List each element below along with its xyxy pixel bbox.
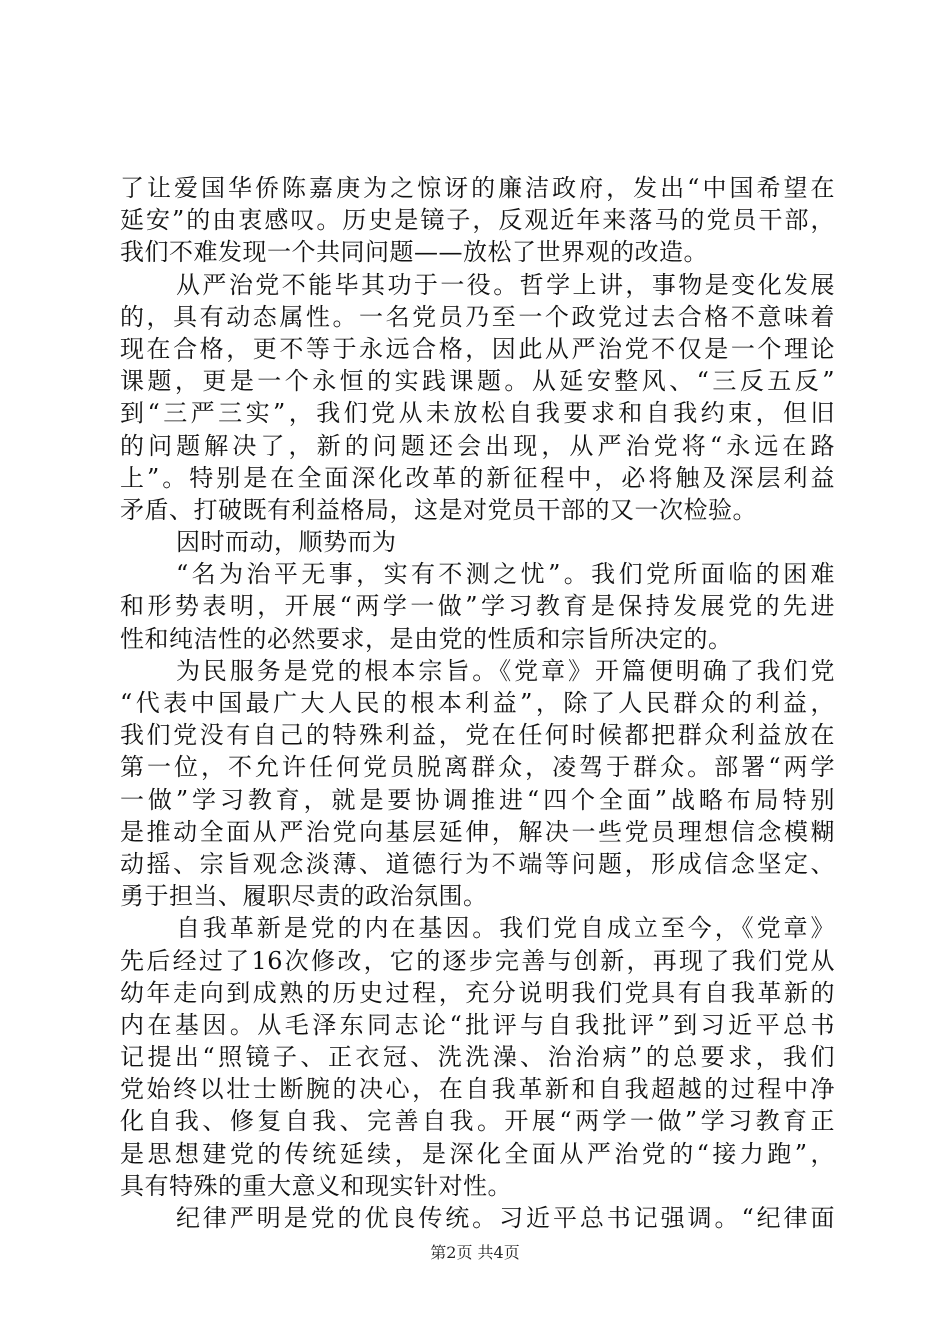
text-line: 我们党没有自己的特殊利益，党在任何时候都把群众利益放在 [120,721,835,750]
text-line: 先后经过了16次修改，它的逐步完善与创新，再现了我们党从 [120,946,835,975]
text-line: 的问题解决了，新的问题还会出现，从严治党将“永远在路 [120,431,835,460]
text-line: 是思想建党的传统延续，是深化全面从严治党的“接力跑”， [120,1139,835,1168]
text-line: 一做”学习教育，就是要协调推进“四个全面”战略布局特别 [120,785,835,814]
text-line: 是推动全面从严治党向基层延伸，解决一些党员理想信念模糊 [120,817,835,846]
body-text [120,172,835,1234]
text-line: 内在基因。从毛泽东同志论“批评与自我批评”到习近平总书 [120,1010,835,1039]
page-footer: 第2页 共4页 [430,1243,520,1262]
text-line: 自我革新是党的内在基因。我们党自成立至今，《党章》 [176,914,835,943]
text-line: 和形势表明，开展“两学一做”学习教育是保持发展党的先进 [120,592,835,621]
text-line: 因时而动，顺势而为 [176,528,397,557]
text-line: 幼年走向到成熟的历史过程，充分说明我们党具有自我革新的 [120,978,835,1007]
text-line: 延安”的由衷感叹。历史是镜子，反观近年来落马的党员干部， [120,206,835,235]
text-line: 党始终以壮士断腕的决心，在自我革新和自我超越的过程中净 [120,1075,835,1104]
text-line: 动摇、宗旨观念淡薄、道德行为不端等问题，形成信念坚定、 [120,849,835,878]
text-line: 第一位，不允许任何党员脱离群众，凌驾于群众。部署“两学 [120,753,835,782]
text-line: 勇于担当、履职尽责的政治氛围。 [120,882,488,911]
text-line: 记提出“照镜子、正衣冠、洗洗澡、治治病”的总要求，我们 [120,1043,835,1072]
text-line: 课题，更是一个永恒的实践课题。从延安整风、“三反五反” [120,367,835,396]
text-line: 具有特殊的重大意义和现实针对性。 [120,1171,512,1200]
text-line: 从严治党不能毕其功于一役。哲学上讲，事物是变化发展 [176,270,835,299]
text-line: 为民服务是党的根本宗旨。《党章》开篇便明确了我们党 [176,656,835,685]
text-line: “代表中国最广大人民的根本利益”，除了人民群众的利益， [120,689,835,717]
text-line: 纪律严明是党的优良传统。习近平总书记强调。“纪律面 [176,1204,835,1232]
text-line: 到“三严三实”，我们党从未放松自我要求和自我约束，但旧 [120,399,835,428]
text-line: 的，具有动态属性。一名党员乃至一个政党过去合格不意味着 [120,302,835,331]
text-line: 上”。特别是在全面深化改革的新征程中，必将触及深层利益 [120,463,835,492]
text-line: 我们不难发现一个共同问题——放松了世界观的改造。 [120,238,708,267]
text-line: “名为治平无事，实有不测之忧”。我们党所面临的困难 [176,560,835,589]
text-line: 了让爱国华侨陈嘉庚为之惊讶的廉洁政府，发出“中国希望在 [120,174,835,202]
text-line: 现在合格，更不等于永远合格，因此从严治党不仅是一个理论 [120,334,835,363]
text-line: 矛盾、打破既有利益格局，这是对党员干部的又一次检验。 [120,495,757,524]
text-line: 性和纯洁性的必然要求，是由党的性质和宗旨所决定的。 [120,624,733,653]
text-line: 化自我、修复自我、完善自我。开展“两学一做”学习教育正 [120,1107,835,1136]
